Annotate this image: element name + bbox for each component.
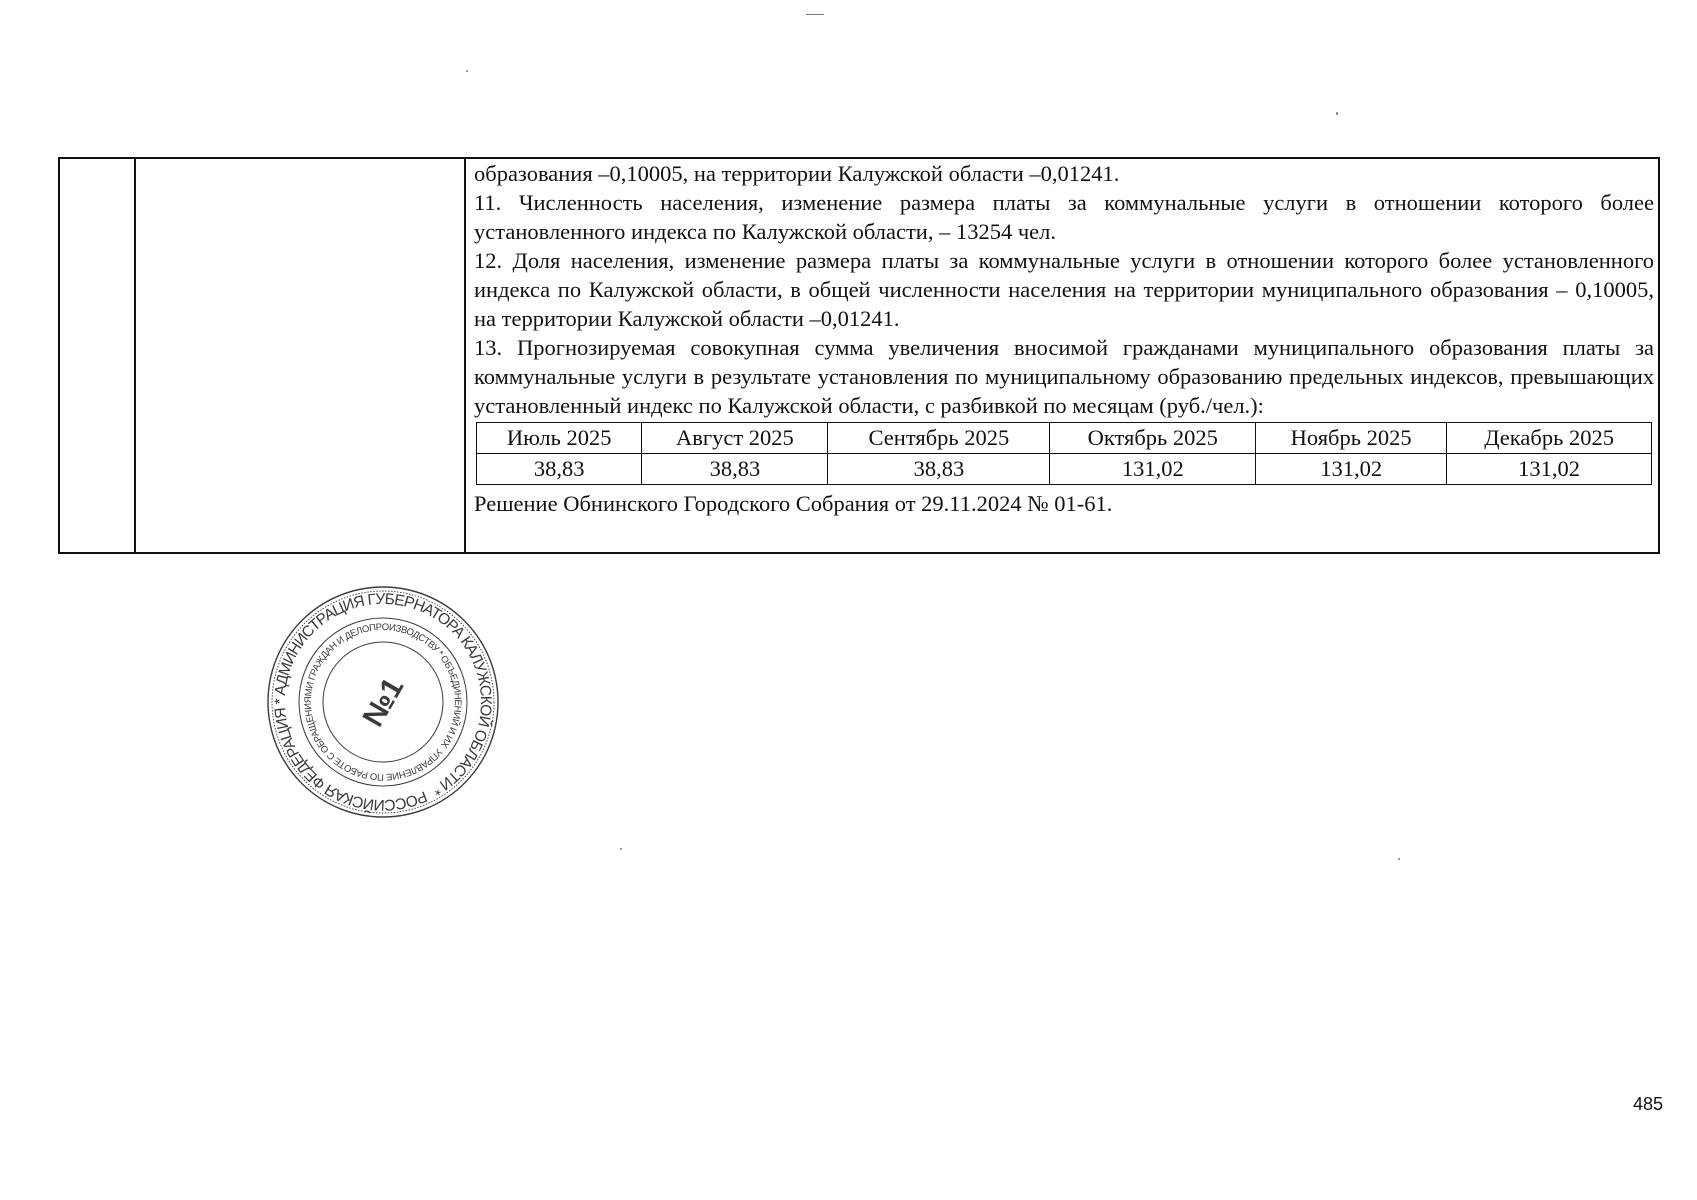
- decision-reference: Решение Обнинского Городского Собрания от 29.11.2024 № 01-61.: [474, 491, 1113, 516]
- month-value: 131,02: [1256, 454, 1447, 485]
- scan-speck: [1336, 112, 1338, 115]
- month-header: Ноябрь 2025: [1256, 423, 1447, 454]
- paragraph-11: 11. Численность населения, изменение размера платы за коммунальные услуги в отношении которого более установленного индекса по Калужской области, – 13254 чел.: [474, 190, 1654, 244]
- seal-outer-text-path: РОССИЙСКАЯ ФЕДЕРАЦИЯ * АДМИНИСТРАЦИЯ ГУБЕРНАТОРА КАЛУЖСКОЙ ОБЛАСТИ *: [271, 590, 495, 814]
- content-cell: [474, 159, 1654, 518]
- table-column-divider: [134, 159, 136, 552]
- page-number: 485: [1632, 1094, 1663, 1114]
- scan-speck: [620, 848, 622, 850]
- month-header: Октябрь 2025: [1050, 423, 1256, 454]
- table-row: [477, 454, 1652, 485]
- month-value: 38,83: [642, 454, 828, 485]
- month-value: 38,83: [828, 454, 1050, 485]
- monthly-increase-table: [476, 422, 1652, 485]
- month-value: 38,83: [477, 454, 642, 485]
- table-header-row: [477, 423, 1652, 454]
- paragraph-12: 12. Доля населения, изменение размера платы за коммунальные услуги в отношении которого более установленного индекса по Калужской области, в общей численности населения на территории муниципального образования – 0,10005, на территории Калужской области –0,01241.: [474, 248, 1654, 331]
- month-value: 131,02: [1050, 454, 1256, 485]
- month-header: Сентябрь 2025: [828, 423, 1050, 454]
- document-table: [58, 157, 1660, 554]
- paragraph-continuation: образования –0,10005, на территории Калужской области –0,01241.: [474, 161, 1120, 186]
- table-column-divider: [464, 159, 466, 552]
- scan-speck: [1398, 858, 1400, 860]
- official-seal: [265, 584, 501, 820]
- month-header: Август 2025: [642, 423, 828, 454]
- seal-inner-text-path: УПРАВЛЕНИЕ ПО РАБОТЕ С ОБРАЩЕНИЯМИ ГРАЖДАН И ДЕЛОПРОИЗВОДСТВУ * ОБЪЕДИНЕНИЙ И ИХ: [302, 621, 464, 783]
- month-header: Декабрь 2025: [1447, 423, 1652, 454]
- seal-center-number: №1: [356, 672, 411, 733]
- scan-speck: [466, 70, 468, 72]
- month-header: Июль 2025: [477, 423, 642, 454]
- month-value: 131,02: [1447, 454, 1652, 485]
- paragraph-13: 13. Прогнозируемая совокупная сумма увеличения вносимой гражданами муниципального образования платы за коммунальные услуги в результате установления по муниципальному образованию предельных индексов, превышающих установленный индекс по Калужской области, с разбивкой по месяцам (руб./чел.):: [474, 335, 1654, 418]
- scan-speck: [806, 14, 824, 15]
